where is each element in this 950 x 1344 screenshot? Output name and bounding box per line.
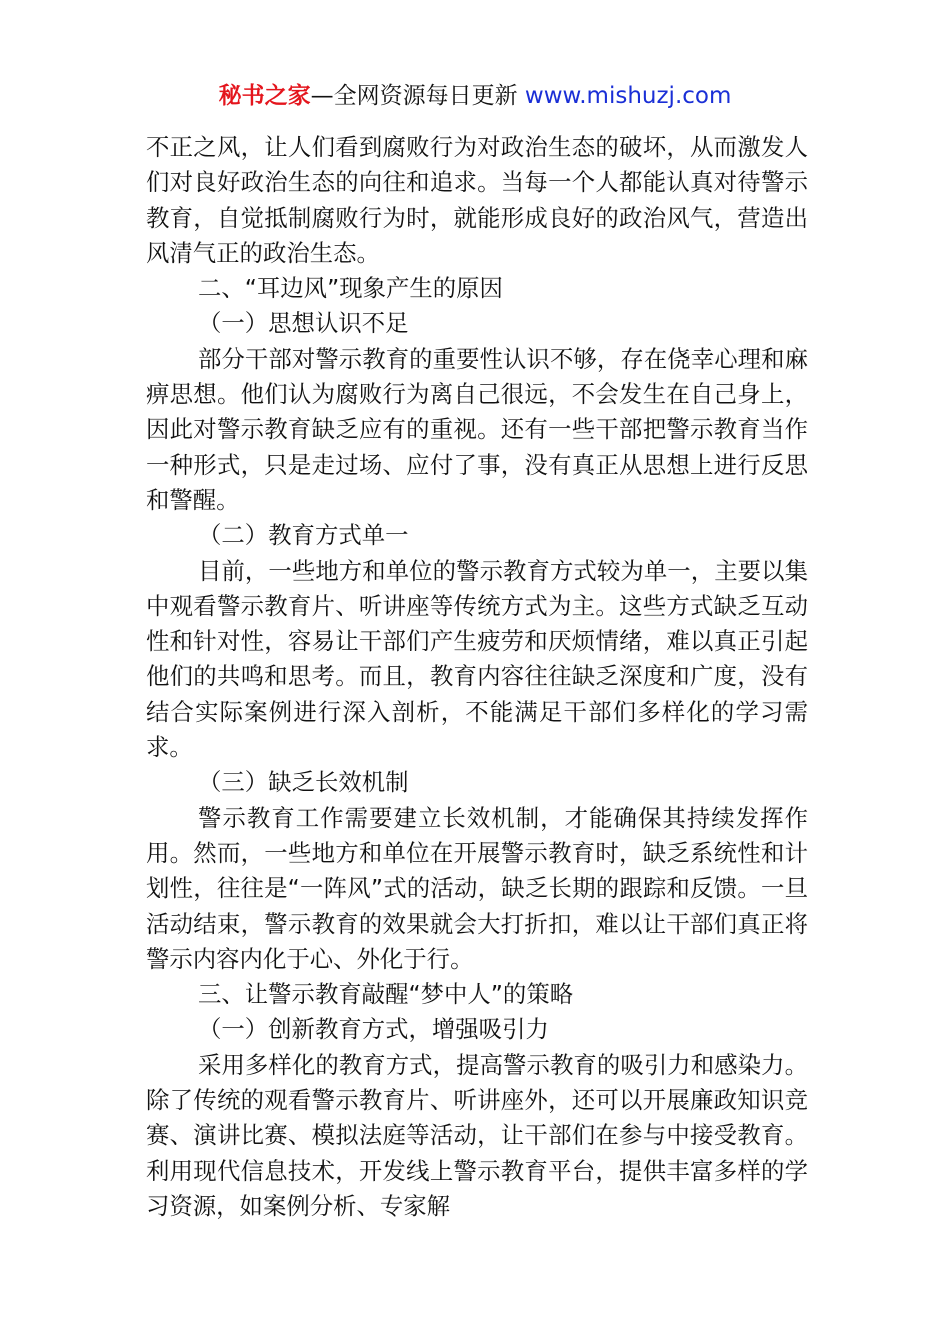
- site-tagline: —全网资源每日更新: [310, 83, 525, 109]
- subheading-2-3: （三）缺乏长效机制: [198, 768, 409, 797]
- subheading-2-1: （一）思想认识不足: [198, 309, 409, 338]
- section-heading-3: 三、让警示教育敲醒“梦中人”的策略: [198, 980, 574, 1009]
- paragraph-continued: 不正之风，让人们看到腐败行为对政治生态的破坏，从而激发人们对良好政治生态的向往和追求。当每一个人都能认真对待警示教育，自觉抵制腐败行为时，就能形成良好的政治风气，营造出风清气正的政治生态。: [146, 133, 808, 267]
- paragraph-2-1: 部分干部对警示教育的重要性认识不够，存在侥幸心理和麻痹思想。他们认为腐败行为离自己很远，不会发生在自己身上，因此对警示教育缺乏应有的重视。还有一些干部把警示教育当作一种形式，只是走过场、应付了事，没有真正从思想上进行反思和警醒。: [146, 344, 808, 514]
- subheading-2-2: （二）教育方式单一: [198, 521, 409, 550]
- paragraph-3-1: 采用多样化的教育方式，提高警示教育的吸引力和感染力。除了传统的观看警示教育片、听讲座外，还可以开展廉政知识竞赛、演讲比赛、模拟法庭等活动，让干部们在参与中接受教育。利用现代信息技术，开发线上警示教育平台，提供丰富多样的学习资源，如案例分析、专家解: [146, 1050, 808, 1220]
- section-heading-2: 二、“耳边风”现象产生的原因: [198, 274, 503, 303]
- document-body: [146, 130, 808, 1224]
- paragraph-2-2: 目前，一些地方和单位的警示教育方式较为单一，主要以集中观看警示教育片、听讲座等传统方式为主。这些方式缺乏互动性和针对性，容易让干部们产生疲劳和厌烦情绪，难以真正引起他们的共鸣和思考。而且，教育内容往往缺乏深度和广度，没有结合实际案例进行深入剖析，不能满足干部们多样化的学习需求。: [146, 556, 808, 762]
- site-url[interactable]: www.mishuzj.com: [524, 83, 732, 109]
- page-header: [0, 80, 950, 112]
- subheading-3-1: （一）创新教育方式，增强吸引力: [198, 1015, 549, 1044]
- site-brand: 秘书之家: [218, 83, 311, 109]
- paragraph-2-3: 警示教育工作需要建立长效机制，才能确保其持续发挥作用。然而，一些地方和单位在开展警示教育时，缺乏系统性和计划性，往往是“一阵风”式的活动，缺乏长期的跟踪和反馈。一旦活动结束，警示教育的效果就会大打折扣，难以让干部们真正将警示内容内化于心、外化于行。: [146, 803, 808, 973]
